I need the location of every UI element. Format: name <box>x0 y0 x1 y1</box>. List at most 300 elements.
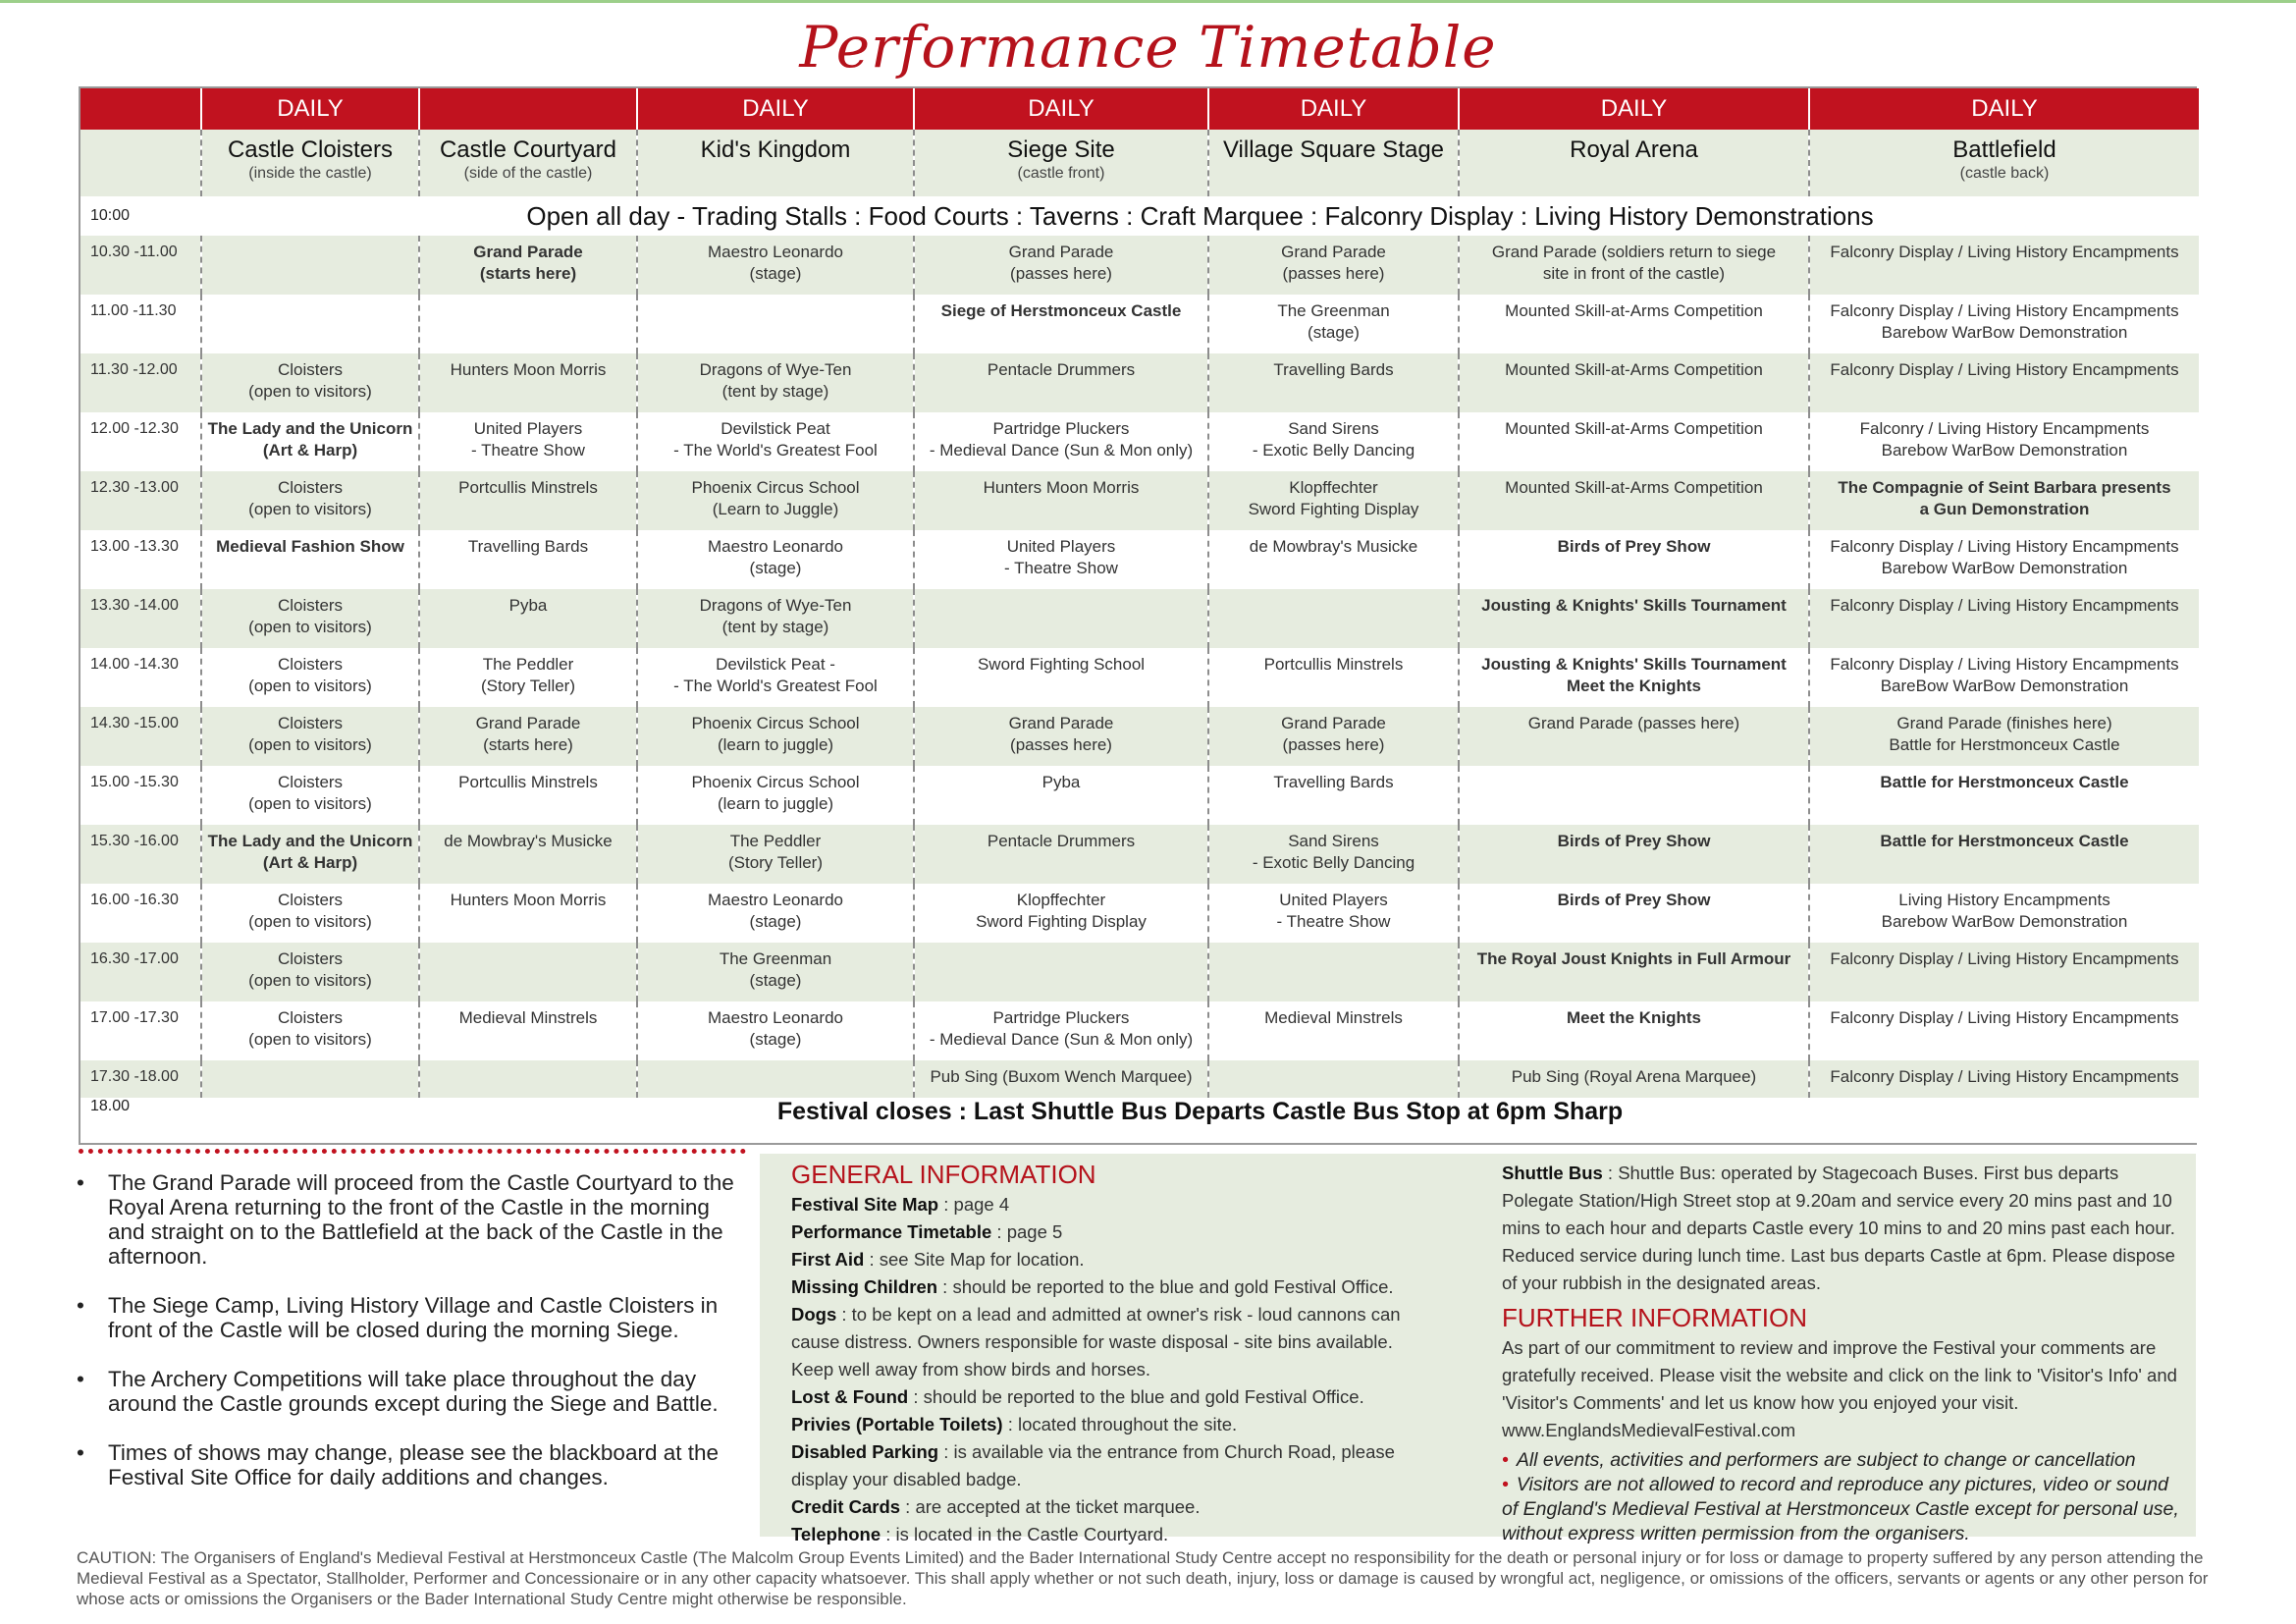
venue-name: Castle Courtyard <box>439 136 617 163</box>
note-text: Times of shows may change, please see the blackboard at the Festival Site Office for daily additions and changes. <box>108 1440 720 1489</box>
event-name: Mounted Skill-at-Arms Competition <box>1505 301 1763 320</box>
further-bullet <box>1502 1473 2189 1546</box>
event-name: Medieval Fashion Show <box>216 537 404 556</box>
info-item <box>791 1493 1429 1521</box>
event-name: Dragons of Wye-Ten <box>699 360 852 379</box>
note-item <box>77 1170 744 1269</box>
event-cell <box>1809 295 2199 353</box>
event-name: Falconry Display / Living History Encampments <box>1830 655 2179 674</box>
info-item <box>791 1246 1429 1273</box>
event-name: Cloisters <box>277 360 344 379</box>
event-cell <box>1809 766 2199 825</box>
notes-list <box>77 1170 744 1514</box>
event-cell <box>914 353 1208 412</box>
event-name: Falconry Display / Living History Encampments <box>1830 360 2179 379</box>
event-cell <box>1208 707 1459 766</box>
venue-name: Siege Site <box>1007 136 1115 163</box>
time-slot: 16.30 -17.00 <box>80 943 201 1001</box>
event-detail: (open to visitors) <box>248 794 372 813</box>
event-detail: (Learn to Juggle) <box>712 500 839 518</box>
event-cell <box>1809 825 2199 884</box>
event-detail: Sword Fighting Display <box>1248 500 1419 518</box>
event-cell <box>914 707 1208 766</box>
time-slot: 11.30 -12.00 <box>80 353 201 412</box>
info-text: : to be kept on a lead and admitted at owner's risk - loud cannons can cause distress. Owners responsible for waste disposal - site bins available. Keep well away from show birds and horses. <box>791 1304 1401 1380</box>
time-slot: 15.00 -15.30 <box>80 766 201 825</box>
event-name: Falconry Display / Living History Encampments <box>1830 1008 2179 1027</box>
event-name: Falconry Display / Living History Encampments <box>1830 301 2179 320</box>
venue-subtitle: (side of the castle) <box>463 165 593 182</box>
event-name: Hunters Moon Morris <box>983 478 1140 497</box>
event-name: Phoenix Circus School <box>691 773 860 791</box>
event-name: United Players <box>1006 537 1116 556</box>
event-cell <box>914 825 1208 884</box>
info-text: : located throughout the site. <box>1002 1414 1238 1435</box>
event-name: Grand Parade <box>1008 714 1114 732</box>
time-slot: 17.30 -18.00 <box>80 1060 201 1098</box>
event-name: Pub Sing (Royal Arena Marquee) <box>1511 1067 1757 1086</box>
event-cell <box>201 648 419 707</box>
event-name: Jousting & Knights' Skills Tournament <box>1481 596 1787 615</box>
event-cell <box>419 825 637 884</box>
event-name: Cloisters <box>277 891 344 909</box>
closing-banner <box>201 1098 2199 1143</box>
timetable-row <box>80 825 2199 884</box>
note-text: The Siege Camp, Living History Village and Castle Cloisters in front of the Castle will be closed during the morning Siege. <box>108 1293 719 1342</box>
event-cell <box>1809 884 2199 943</box>
event-detail: (Art & Harp) <box>262 441 358 460</box>
event-name: Cloisters <box>277 949 344 968</box>
venue-subtitle: (inside the castle) <box>248 165 372 182</box>
info-item <box>791 1273 1429 1301</box>
page-title: Performance Timetable <box>799 14 1497 81</box>
event-detail: - Medieval Dance (Sun & Mon only) <box>929 441 1194 460</box>
event-cell <box>1809 943 2199 1001</box>
event-name: Grand Parade (soldiers return to siege <box>1491 243 1777 261</box>
event-name: Dragons of Wye-Ten <box>699 596 852 615</box>
venue-name: Royal Arena <box>1570 136 1698 163</box>
event-name: The Peddler <box>482 655 574 674</box>
event-detail: - The World's Greatest Fool <box>673 677 878 695</box>
info-panel <box>760 1154 2196 1544</box>
event-detail: (learn to juggle) <box>717 794 834 813</box>
event-cell <box>1208 353 1459 412</box>
red-bullet-icon: • <box>1502 1449 1509 1471</box>
event-name: Klopffechter <box>1016 891 1106 909</box>
event-name: Birds of Prey Show <box>1557 537 1711 556</box>
event-detail: (learn to juggle) <box>717 735 834 754</box>
event-name: Travelling Bards <box>1273 360 1394 379</box>
event-detail: (stage) <box>749 912 802 931</box>
event-name: Maestro Leonardo <box>708 537 843 556</box>
event-detail: (open to visitors) <box>248 1030 372 1049</box>
further-bullet <box>1502 1448 2189 1473</box>
bullet-icon: • <box>77 1367 84 1391</box>
general-information <box>791 1154 1429 1548</box>
timetable-row <box>80 353 2199 412</box>
timetable-row <box>80 589 2199 648</box>
event-cell <box>1809 412 2199 471</box>
venue-header-row <box>80 130 2199 196</box>
event-cell <box>201 1001 419 1060</box>
info-text: : are accepted at the ticket marquee. <box>900 1496 1201 1517</box>
info-item <box>791 1521 1429 1548</box>
daily-header-blank <box>80 88 201 130</box>
event-cell <box>1208 825 1459 884</box>
shuttle-key: Shuttle Bus <box>1502 1163 1603 1183</box>
event-detail: (Art & Harp) <box>262 853 358 872</box>
event-cell <box>637 943 914 1001</box>
event-detail: (passes here) <box>1010 264 1112 283</box>
event-detail: Sword Fighting Display <box>976 912 1147 931</box>
event-cell <box>201 766 419 825</box>
event-name: Sand Sirens <box>1288 419 1379 438</box>
event-name: Grand Parade <box>475 714 581 732</box>
info-item <box>791 1191 1429 1218</box>
timetable-row <box>80 471 2199 530</box>
timetable-row <box>80 530 2199 589</box>
timetable-row <box>80 236 2199 295</box>
event-name: Mounted Skill-at-Arms Competition <box>1505 360 1763 379</box>
event-cell <box>914 530 1208 589</box>
event-cell <box>1459 530 1809 589</box>
event-cell <box>914 1001 1208 1060</box>
event-cell <box>1208 1060 1459 1098</box>
event-cell <box>1459 589 1809 648</box>
event-name: Hunters Moon Morris <box>450 891 607 909</box>
event-cell <box>1809 471 2199 530</box>
timetable-row <box>80 412 2199 471</box>
event-detail: (open to visitors) <box>248 735 372 754</box>
event-name: Pyba <box>508 596 548 615</box>
event-detail: (stage) <box>1308 323 1360 342</box>
event-name: de Mowbray's Musicke <box>444 832 613 850</box>
closing-row <box>80 1098 2199 1143</box>
info-text: : should be reported to the blue and gold Festival Office. <box>908 1386 1364 1407</box>
event-cell <box>637 648 914 707</box>
info-text: : page 5 <box>991 1221 1063 1242</box>
info-key: Disabled Parking <box>791 1441 939 1462</box>
event-name: de Mowbray's Musicke <box>1249 537 1418 556</box>
event-name: Cloisters <box>277 714 344 732</box>
event-cell <box>201 589 419 648</box>
event-name: Medieval Minstrels <box>1264 1008 1403 1027</box>
event-detail: (open to visitors) <box>248 912 372 931</box>
note-item <box>77 1293 744 1342</box>
event-cell <box>1208 648 1459 707</box>
time-slot: 13.00 -13.30 <box>80 530 201 589</box>
note-item <box>77 1367 744 1416</box>
timetable-row <box>80 943 2199 1001</box>
event-cell <box>419 353 637 412</box>
timetable-row <box>80 1001 2199 1060</box>
event-name: Maestro Leonardo <box>708 243 843 261</box>
venue-header <box>1208 130 1459 196</box>
event-cell <box>419 648 637 707</box>
event-cell <box>637 412 914 471</box>
event-name: Falconry Display / Living History Encampments <box>1830 537 2179 556</box>
event-name: Devilstick Peat <box>721 419 830 438</box>
venue-header-blank <box>80 130 201 196</box>
event-detail: (Story Teller) <box>727 853 824 872</box>
event-detail: (stage) <box>749 559 802 577</box>
info-key: Dogs <box>791 1304 837 1325</box>
event-detail: (tent by stage) <box>721 382 829 401</box>
event-name: Sand Sirens <box>1288 832 1379 850</box>
event-detail: - Theatre Show <box>1276 912 1391 931</box>
info-text: : page 4 <box>938 1194 1010 1215</box>
event-detail: (stage) <box>749 264 802 283</box>
note-item <box>77 1440 744 1489</box>
timetable-row <box>80 295 2199 353</box>
event-detail: (starts here) <box>479 264 577 283</box>
timetable <box>79 86 2197 1145</box>
event-detail: (stage) <box>749 1030 802 1049</box>
event-name: Falconry Display / Living History Encampments <box>1830 596 2179 615</box>
event-cell <box>1809 530 2199 589</box>
event-name: Hunters Moon Morris <box>450 360 607 379</box>
time-slot: 14.00 -14.30 <box>80 648 201 707</box>
time-slot: 13.30 -14.00 <box>80 589 201 648</box>
event-cell <box>637 236 914 295</box>
closing-text: Festival closes : Last Shuttle Bus Departs Castle Bus Stop at 6pm Sharp <box>776 1098 1624 1125</box>
info-key: Privies (Portable Toilets) <box>791 1414 1003 1435</box>
daily-header-row <box>80 88 2199 130</box>
event-name: Falconry / Living History Encampments <box>1859 419 2150 438</box>
daily-label: DAILY <box>1208 88 1459 130</box>
event-cell <box>637 530 914 589</box>
event-name: Siege of Herstmonceux Castle <box>940 301 1182 320</box>
event-detail: - Exotic Belly Dancing <box>1252 853 1415 872</box>
event-name: Travelling Bards <box>1273 773 1394 791</box>
event-cell <box>201 825 419 884</box>
event-detail: (passes here) <box>1282 264 1385 283</box>
info-item <box>791 1218 1429 1246</box>
info-key: Telephone <box>791 1524 881 1544</box>
event-name: The Lady and the Unicorn <box>207 419 413 438</box>
event-cell <box>1809 648 2199 707</box>
event-cell <box>637 825 914 884</box>
timetable-row <box>80 707 2199 766</box>
event-name: Medieval Minstrels <box>458 1008 598 1027</box>
event-detail: Battle for Herstmonceux Castle <box>1889 735 2120 754</box>
venue-name: Castle Cloisters <box>227 136 394 163</box>
event-cell <box>419 766 637 825</box>
event-name: Cloisters <box>277 478 344 497</box>
event-cell <box>914 943 1208 1001</box>
further-bullet-text: Visitors are not allowed to record and reproduce any pictures, video or sound of England's Medieval Festival at Herstmonceux Castle except for personal use, without express written permission from the organisers. <box>1502 1474 2179 1544</box>
event-cell <box>1208 412 1459 471</box>
event-name: Cloisters <box>277 773 344 791</box>
info-text: : is available via the entrance from Church Road, please display your disabled badge. <box>791 1441 1395 1489</box>
event-cell <box>1208 471 1459 530</box>
event-name: Travelling Bards <box>467 537 589 556</box>
event-name: The Royal Joust Knights in Full Armour <box>1476 949 1791 968</box>
event-name: Pentacle Drummers <box>987 832 1136 850</box>
event-detail: - Theatre Show <box>471 441 585 460</box>
event-name: Maestro Leonardo <box>708 1008 843 1027</box>
time-slot: 17.00 -17.30 <box>80 1001 201 1060</box>
event-cell <box>419 412 637 471</box>
event-name: Birds of Prey Show <box>1557 891 1711 909</box>
event-detail: Barebow WarBow Demonstration <box>1881 912 2128 931</box>
caution-text: CAUTION: The Organisers of England's Medieval Festival at Herstmonceux Castle (The Malcolm Group Events Limited) and the Bader International Study Centre accept no responsibility for the death or personal injury or for loss or damage to property suffered by any person attending the Medieval Festival as a Spectator, Stallholder, Performer and Concessionaire or in any other capacity whatsoever. This shall apply whether or not such death, injury, loss or damage is caused by wrongful act, negligence, or omissions of the officers, servants or agents or any other person for whose acts or omissions the Organisers or the Bader International Study Centre might otherwise be responsible. <box>77 1548 2209 1608</box>
time-slot: 10.30 -11.00 <box>80 236 201 295</box>
info-key: Missing Children <box>791 1276 938 1297</box>
event-name: Grand Parade <box>1281 243 1386 261</box>
general-heading: GENERAL INFORMATION <box>791 1160 1096 1189</box>
event-cell <box>1208 589 1459 648</box>
event-name: Cloisters <box>277 1008 344 1027</box>
event-cell <box>1459 1001 1809 1060</box>
event-cell <box>1459 884 1809 943</box>
time-slot: 16.00 -16.30 <box>80 884 201 943</box>
event-detail: - The World's Greatest Fool <box>673 441 878 460</box>
event-name: Maestro Leonardo <box>708 891 843 909</box>
shuttle-text: : Shuttle Bus: operated by Stagecoach Buses. First bus departs Polegate Station/High Street stop at 9.20am and service every 20 mins past and 10 mins to each hour and departs Castle every 10 mins to and 20 mins past each hour. Reduced service during lunch time. Last bus departs Castle at 6pm. Please dispose of your rubbish in the designated areas. <box>1502 1163 2175 1293</box>
event-cell <box>1208 295 1459 353</box>
event-cell <box>637 295 914 353</box>
event-detail: - Exotic Belly Dancing <box>1252 441 1415 460</box>
daily-label: DAILY <box>1809 88 2199 130</box>
event-cell <box>201 1060 419 1098</box>
event-detail: (open to visitors) <box>248 618 372 636</box>
timetable-row <box>80 884 2199 943</box>
event-cell <box>1809 589 2199 648</box>
daily-label <box>419 88 637 130</box>
timetable-row <box>80 1060 2199 1098</box>
event-name: Falconry Display / Living History Encampments <box>1830 243 2179 261</box>
note-text: The Archery Competitions will take place throughout the day around the Castle grounds except during the Siege and Battle. <box>108 1367 719 1416</box>
info-item <box>791 1383 1429 1411</box>
info-text: : see Site Map for location. <box>864 1249 1085 1270</box>
opening-text: Open all day - Trading Stalls : Food Courts : Taverns : Craft Marquee : Falconry Display : Living History Demonstrations <box>526 200 1874 231</box>
event-cell <box>914 589 1208 648</box>
event-cell <box>419 530 637 589</box>
event-cell <box>201 353 419 412</box>
event-cell <box>201 530 419 589</box>
daily-label: DAILY <box>1459 88 1809 130</box>
info-key: Festival Site Map <box>791 1194 939 1215</box>
daily-label: DAILY <box>201 88 419 130</box>
event-name: Living History Encampments <box>1898 891 2110 909</box>
event-detail: Meet the Knights <box>1567 677 1701 695</box>
time-slot: 15.30 -16.00 <box>80 825 201 884</box>
event-detail: site in front of the castle) <box>1542 264 1726 283</box>
venue-header <box>637 130 914 196</box>
event-cell <box>419 589 637 648</box>
event-cell <box>1809 236 2199 295</box>
event-cell <box>201 471 419 530</box>
event-cell <box>1809 353 2199 412</box>
bullet-icon: • <box>77 1293 84 1318</box>
event-name: Birds of Prey Show <box>1557 832 1711 850</box>
event-name: Portcullis Minstrels <box>1263 655 1404 674</box>
opening-row <box>80 196 2199 236</box>
opening-time: 10:00 <box>80 196 201 236</box>
event-detail: Barebow WarBow Demonstration <box>1881 323 2128 342</box>
info-key: Credit Cards <box>791 1496 901 1517</box>
venue-subtitle: (castle back) <box>1959 165 2050 182</box>
venue-header <box>1809 130 2199 196</box>
timetable-table <box>80 88 2199 1143</box>
note-text: The Grand Parade will proceed from the Castle Courtyard to the Royal Arena returning to the front of the Castle in the morning and straight on to the Battlefield at the back of the Castle in the afternoon. <box>108 1170 734 1269</box>
event-detail: (open to visitors) <box>248 382 372 401</box>
event-cell <box>637 589 914 648</box>
event-cell <box>914 648 1208 707</box>
event-cell <box>1459 707 1809 766</box>
event-name: Partridge Pluckers <box>992 419 1130 438</box>
event-cell <box>1459 471 1809 530</box>
event-name: Battle for Herstmonceux Castle <box>1880 773 2129 791</box>
event-cell <box>1809 707 2199 766</box>
event-name: Mounted Skill-at-Arms Competition <box>1505 478 1763 497</box>
event-cell <box>419 884 637 943</box>
info-key: Lost & Found <box>791 1386 909 1407</box>
event-detail: a Gun Demonstration <box>1919 500 2090 518</box>
event-name: Sword Fighting School <box>977 655 1146 674</box>
event-cell <box>637 353 914 412</box>
website-link[interactable]: www.EnglandsMedievalFestival.com <box>1502 1420 1796 1440</box>
event-cell <box>914 412 1208 471</box>
time-slot: 11.00 -11.30 <box>80 295 201 353</box>
event-cell <box>1459 766 1809 825</box>
venue-subtitle: (castle front) <box>1017 165 1105 182</box>
event-cell <box>1459 295 1809 353</box>
event-cell <box>914 295 1208 353</box>
event-name: Pentacle Drummers <box>987 360 1136 379</box>
event-cell <box>1459 353 1809 412</box>
daily-label: DAILY <box>914 88 1208 130</box>
event-cell <box>1809 1060 2199 1098</box>
event-detail: Barebow WarBow Demonstration <box>1881 559 2128 577</box>
event-name: Battle for Herstmonceux Castle <box>1880 832 2129 850</box>
event-name: United Players <box>1279 891 1388 909</box>
event-name: Pyba <box>1041 773 1081 791</box>
event-cell <box>201 412 419 471</box>
time-slot: 12.30 -13.00 <box>80 471 201 530</box>
event-name: Grand Parade <box>473 243 583 261</box>
bullet-icon: • <box>77 1440 84 1465</box>
event-detail: (open to visitors) <box>248 971 372 990</box>
event-cell <box>637 471 914 530</box>
dotted-divider <box>79 1149 746 1154</box>
event-detail: (starts here) <box>483 735 573 754</box>
event-name: Meet the Knights <box>1567 1008 1701 1027</box>
event-cell <box>201 295 419 353</box>
event-detail: (tent by stage) <box>721 618 829 636</box>
event-cell <box>637 1060 914 1098</box>
event-cell <box>1208 530 1459 589</box>
event-cell <box>637 766 914 825</box>
event-cell <box>914 236 1208 295</box>
bullet-icon: • <box>77 1170 84 1195</box>
event-cell <box>1208 236 1459 295</box>
event-name: Devilstick Peat - <box>716 655 835 674</box>
event-name: The Lady and the Unicorn <box>207 832 413 850</box>
event-cell <box>1459 236 1809 295</box>
event-name: Grand Parade (passes here) <box>1527 714 1740 732</box>
info-item <box>791 1438 1429 1493</box>
info-item <box>791 1301 1429 1383</box>
event-cell <box>914 766 1208 825</box>
red-bullet-icon: • <box>1502 1474 1509 1495</box>
event-cell <box>201 236 419 295</box>
info-text: : is located in the Castle Courtyard. <box>881 1524 1169 1544</box>
event-detail: (passes here) <box>1282 735 1385 754</box>
event-cell <box>1459 825 1809 884</box>
event-cell <box>637 884 914 943</box>
